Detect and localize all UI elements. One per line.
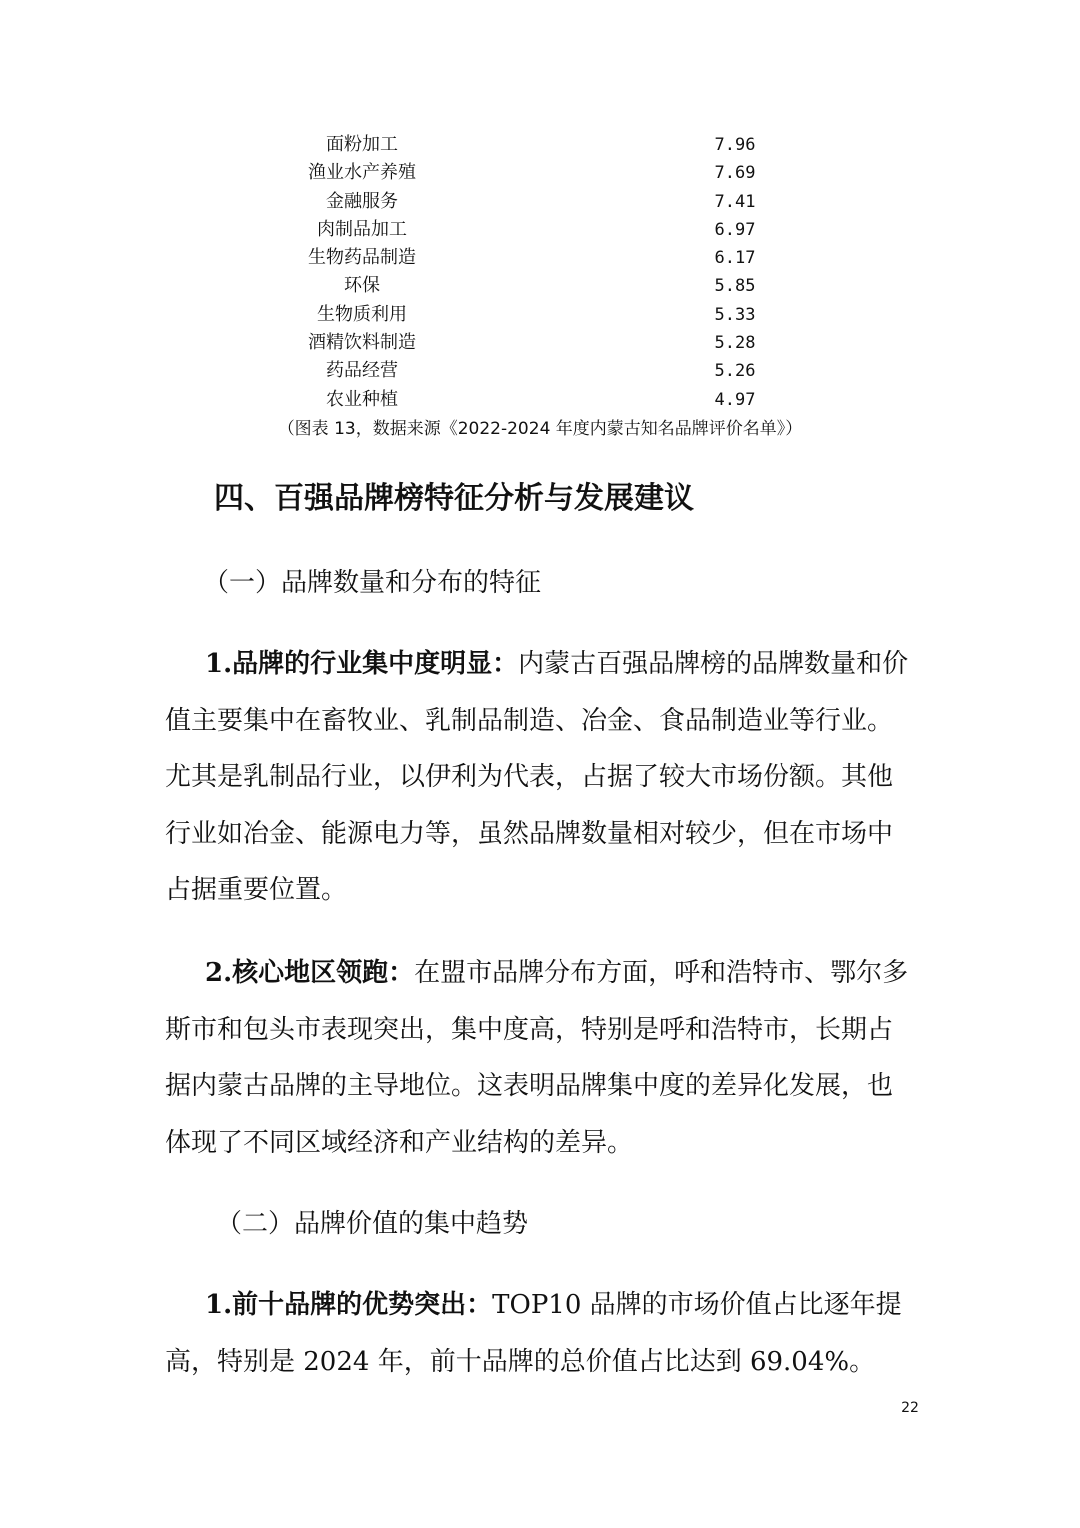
paragraph-text: 内蒙古百强品牌榜的品牌数量和价值主要集中在畜牧业、乳制品制造、冶金、食品制造业等行业。尤其是乳制品行业，以伊利为代表，占据了较大市场份额。其他行业如冶金、能源电力等，虽然品牌数量相对较少，但在市场中占据重要位置。 (165, 649, 909, 905)
table-row (0, 329, 1080, 357)
industry-value: 5.33 (714, 304, 756, 325)
industry-name: 酒精饮料制造 (308, 332, 416, 354)
table-row (0, 272, 1080, 300)
subsection-title-1: （一）品牌数量和分布的特征 (203, 568, 542, 598)
table-row (0, 301, 1080, 329)
industry-value: 7.69 (714, 163, 756, 184)
industry-name: 生物药品制造 (308, 247, 416, 269)
paragraph-top10-advantage (165, 1277, 917, 1390)
industry-name: 渔业水产养殖 (308, 162, 416, 184)
industry-value: 5.26 (714, 361, 756, 382)
industry-value: 6.97 (714, 219, 756, 240)
industry-name: 肉制品加工 (317, 218, 407, 240)
industry-value: 5.85 (714, 276, 756, 297)
subsection-title-2: （二）品牌价值的集中趋势 (216, 1209, 529, 1239)
industry-name: 金融服务 (326, 190, 398, 212)
industry-value: 7.96 (714, 135, 756, 155)
table-row (0, 357, 1080, 385)
industry-name: 面粉加工 (326, 134, 398, 155)
paragraph-industry-concentration (165, 636, 917, 919)
section-title: 四、百强品牌榜特征分析与发展建议 (214, 481, 694, 516)
paragraph-text: TOP10 品牌的市场价值占比逐年提高，特别是 2024 年，前十品牌的总价值占比达到 69.04%。 (165, 1290, 902, 1377)
table-row (0, 131, 1080, 159)
industry-value: 5.28 (714, 333, 756, 354)
industry-name: 生物质利用 (317, 303, 407, 325)
industry-value: 7.41 (714, 191, 756, 212)
table-row (0, 159, 1080, 187)
paragraph-lead: 2.核心地区领跑： (205, 958, 415, 988)
industry-value: 6.17 (714, 248, 756, 269)
paragraph-lead: 1.前十品牌的优势突出： (205, 1290, 493, 1320)
industry-name: 农业种植 (326, 388, 398, 410)
industry-name: 环保 (344, 275, 380, 297)
industry-value: 4.97 (714, 389, 756, 410)
table-row (0, 386, 1080, 414)
industry-value-table (0, 131, 1080, 414)
paragraph-core-regions (165, 945, 917, 1171)
table-row (0, 244, 1080, 272)
table-row (0, 216, 1080, 244)
table-caption: （图表 13，数据来源《2022-2024 年度内蒙古知名品牌评价名单》） (277, 419, 803, 439)
paragraph-lead: 1.品牌的行业集中度明显： (205, 649, 519, 679)
table-row (0, 188, 1080, 216)
page-number: 22 (901, 1400, 919, 1416)
paragraph-text: 在盟市品牌分布方面，呼和浩特市、鄂尔多斯市和包头市表现突出，集中度高，特别是呼和浩特市，长期占据内蒙古品牌的主导地位。这表明品牌集中度的差异化发展，也体现了不同区域经济和产业结构的差异。 (165, 958, 909, 1158)
industry-name: 药品经营 (326, 360, 398, 382)
